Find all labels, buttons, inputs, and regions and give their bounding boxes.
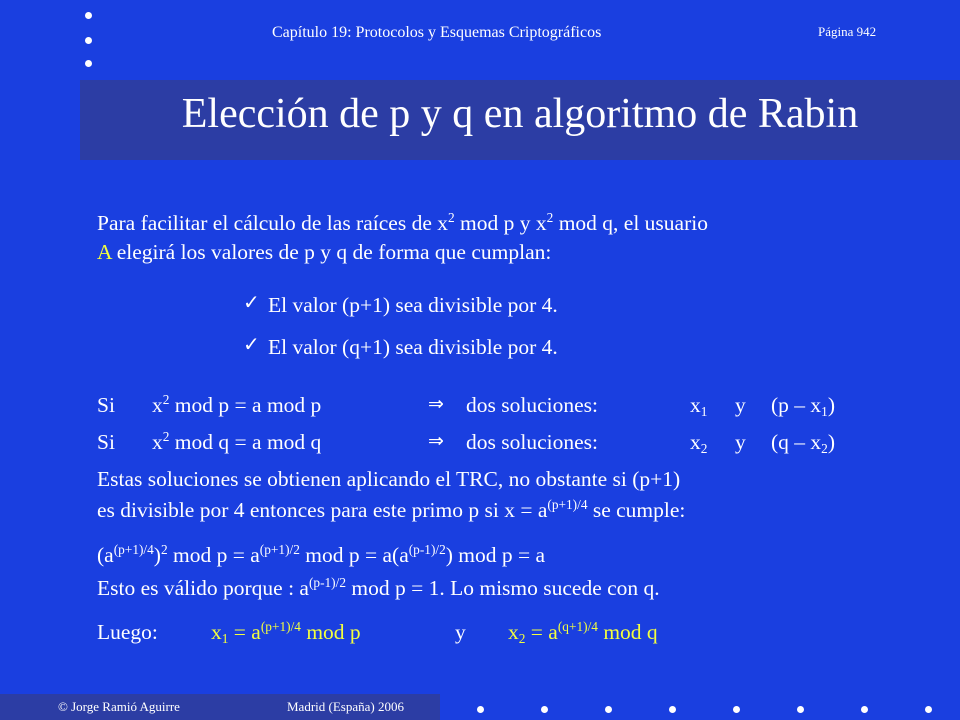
decorative-dot — [85, 60, 92, 67]
title-band — [80, 80, 960, 160]
condition-2: El valor (q+1) sea divisible por 4. — [268, 335, 558, 359]
intro-line-1: Para facilitar el cálculo de las raíces de $x^2$ mod p y $x^2$ mod q, el usuario — [97, 210, 708, 235]
paragraph-trc-1: Estas soluciones se obtienen aplicando el TRC, no obstante si (p+1) — [97, 467, 681, 491]
checkmark-icon: ✓ — [243, 292, 260, 314]
page-number: Página 942 — [818, 24, 877, 39]
decorative-dot — [669, 706, 676, 713]
decorative-dot — [541, 706, 548, 713]
equation-derivation: $(a^{(p+1)/4})^2$ mod $p = a^{(p+1)/2}$ mod $p = a(a^{(p-1)/2})$ mod p = a — [97, 542, 546, 567]
intro-line-2: A elegirá los valores de p y q de forma que cumplan: — [97, 240, 552, 264]
paragraph-trc-2: es divisible por 4 entonces para este primo p si $x = a^{(p+1)/4}$ se cumple: — [97, 497, 686, 522]
implies-arrow-icon: ⇒ — [428, 430, 444, 452]
decorative-dot — [925, 706, 932, 713]
decorative-dot — [85, 12, 92, 19]
footer-copyright: © Jorge Ramió Aguirre — [58, 699, 180, 714]
implies-arrow-icon: ⇒ — [428, 393, 444, 415]
decorative-dot — [605, 706, 612, 713]
decorative-dot — [85, 37, 92, 44]
condition-1: El valor (p+1) sea divisible por 4. — [268, 293, 558, 317]
chapter-header: Capítulo 19: Protocolos y Esquemas Criptográficos — [272, 24, 602, 41]
footer-place: Madrid (España) 2006 — [287, 699, 404, 714]
decorative-dot — [733, 706, 740, 713]
decorative-dot — [797, 706, 804, 713]
slide-title: Elección de p y q en algoritmo de Rabin — [181, 91, 859, 137]
checkmark-icon: ✓ — [243, 334, 260, 356]
decorative-dot — [477, 706, 484, 713]
paragraph-valid: Esto es válido porque : $a^{(p-1)/2}$ mod p = 1. Lo mismo sucede con q. — [97, 575, 660, 600]
decorative-dot — [861, 706, 868, 713]
user-a: A — [97, 240, 112, 264]
